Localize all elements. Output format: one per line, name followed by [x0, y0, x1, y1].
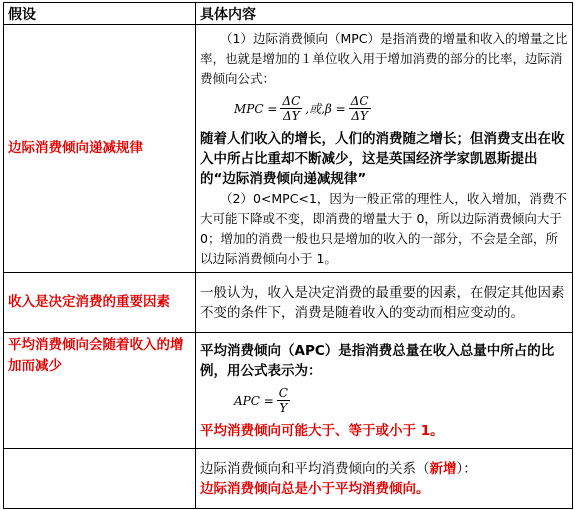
fraction	[277, 386, 290, 415]
content-income: 一般认为，收入是决定消费的最重要的因素，在假定其他因素不变的条件下，消费是随着收入的变动而相应变动的。	[196, 273, 573, 333]
fraction-denominator: ΔY	[351, 109, 368, 123]
table-row	[4, 273, 573, 333]
fraction	[349, 94, 371, 123]
mpc-range-text: （2）0<MPC<1，因为一般正常的理性人，收入增加，消费不大可能下降或不变，即消费的增量大于 0，所以边际消费倾向大于 0；增加的消费一般也只是增加的收入的一部分，不会是全部，所以边际消费倾向小于 1。	[200, 190, 567, 266]
header-assumption: 假设	[4, 3, 196, 25]
mpc-definition: （1）边际消费倾向（MPC）是指消费的增量和收入的增量之比率，也就是增加的１单位收入用于增加消费的部分的比率，边际消费倾向公式：	[200, 30, 568, 86]
formula-lhs: APC =	[234, 393, 274, 408]
apc-definition: 平均消费倾向（APC）是指消费总量在收入总量中所占的比例，用公式表示为：	[200, 342, 555, 379]
table-row	[4, 449, 573, 509]
mpc-formula	[200, 89, 568, 129]
relation-heading: 边际消费倾向和平均消费倾向的关系（新增）：	[200, 460, 477, 477]
formula-mid: ,或,β =	[305, 101, 346, 116]
fraction-numerator: ΔC	[282, 94, 301, 108]
assumptions-table	[3, 2, 573, 509]
mpc-law-text: 随着人们收入的增长，人们的消费随之增长；但消费支出在收入中所占比重却不断减少，这是英国经济学家凯恩斯提出的“边际消费倾向递减规律”	[200, 130, 565, 187]
table-row	[4, 333, 573, 449]
content-apc	[196, 333, 573, 449]
fraction-denominator: ΔY	[283, 109, 300, 123]
header-row	[4, 3, 573, 25]
fraction-denominator: Y	[279, 401, 288, 415]
fraction	[280, 94, 302, 123]
fraction-numerator: ΔC	[350, 94, 369, 108]
content-relation	[196, 449, 573, 509]
content-mpc	[196, 25, 573, 273]
table-row	[4, 25, 573, 273]
new-badge: 新增	[429, 460, 457, 477]
formula-lhs: MPC =	[234, 101, 278, 116]
empty-cell	[4, 449, 196, 509]
assumption-apc-decreasing: 平均消费倾向会随着收入的增加而减少	[4, 333, 196, 449]
assumption-income-determines: 收入是决定消费的重要因素	[4, 273, 196, 333]
relation-text: 边际消费倾向总是小于平均消费倾向。	[200, 480, 430, 497]
fraction-numerator: C	[278, 386, 288, 400]
header-content: 具体内容	[196, 3, 573, 25]
apc-range-text: 平均消费倾向可能大于、等于或小于 1。	[200, 422, 444, 439]
apc-formula	[200, 381, 568, 421]
assumption-mpc-diminishing: 边际消费倾向递减规律	[4, 25, 196, 273]
